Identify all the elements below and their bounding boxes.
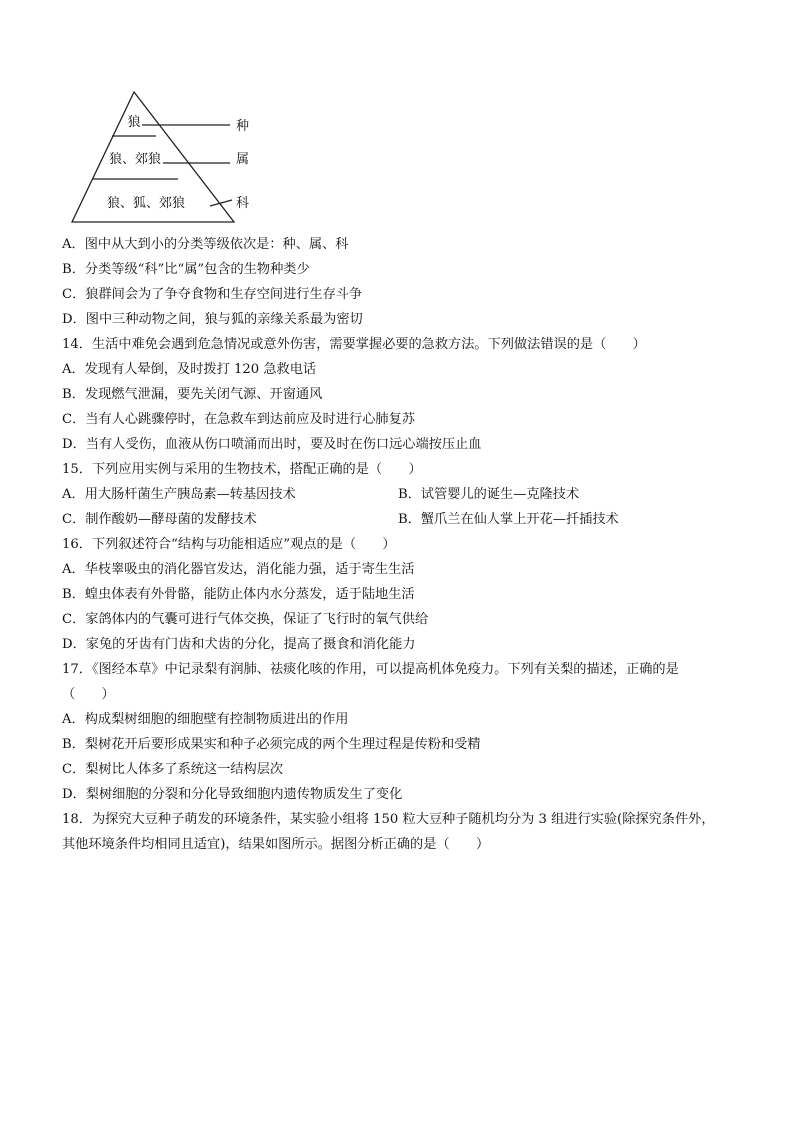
q15-option-b: B．试管婴儿的诞生—克隆技术 — [398, 487, 580, 502]
q16-option-a: A．华枝睾吸虫的消化器官发达，消化能力强，适于寄生生活 — [62, 562, 415, 577]
q18-stem-line-1: 18．为探究大豆种子萌发的环境条件，某实验小组将 150 粒大豆种子随机均分为 3 组进行实验(除探究条件外， — [62, 812, 715, 827]
q16-option-d: D．家兔的牙齿有门齿和犬齿的分化，提高了摄食和消化能力 — [62, 637, 416, 652]
q13-option-a: A．图中从大到小的分类等级依次是：种、属、科 — [62, 237, 349, 252]
q15-option-c: C．制作酸奶—酵母菌的发酵技术 — [62, 512, 257, 527]
q16-option-b: B．蝗虫体表有外骨骼，能防止体内水分蒸发，适于陆地生活 — [62, 587, 415, 602]
level-2-label: 狼、郊狼 — [108, 152, 162, 167]
q14-option-b: B．发现燃气泄漏，要先关闭气源、开窗通风 — [62, 387, 323, 402]
q14-option-d: D．当有人受伤，血液从伤口喷涌而出时，要及时在伤口远心端按压止血 — [62, 437, 482, 452]
q14-option-c: C．当有人心跳骤停时，在急救车到达前应及时进行心肺复苏 — [62, 412, 415, 427]
q16-stem: 16．下列叙述符合“结构与功能相适应”观点的是（ ） — [62, 537, 396, 552]
q15-option-d: B．蟹爪兰在仙人掌上开花—扦插技术 — [398, 512, 619, 527]
q16-option-c: C．家鸽体内的气囊可进行气体交换，保证了飞行时的氧气供给 — [62, 612, 429, 627]
q18-stem-line-2: 其他环境条件均相同且适宜)，结果如图所示。据图分析正确的是（ ） — [62, 837, 490, 852]
classification-pyramid-figure — [60, 88, 260, 228]
q17-stem-line-2: （ ） — [62, 687, 115, 702]
rank-label-species: 种 — [236, 119, 250, 134]
rank-label-genus: 属 — [236, 152, 250, 167]
q17-option-d: D．梨树细胞的分裂和分化导致细胞内遗传物质发生了变化 — [62, 787, 403, 802]
q13-option-b: B．分类等级“科”比“属”包含的生物种类少 — [62, 262, 310, 277]
q17-option-b: B．梨树花开后要形成果实和种子必须完成的两个生理过程是传粉和受精 — [62, 737, 481, 752]
q13-option-d: D．图中三种动物之间，狼与狐的亲缘关系最为密切 — [62, 312, 363, 327]
q15-option-a: A．用大肠杆菌生产胰岛素—转基因技术 — [62, 487, 296, 502]
q17-option-a: A．构成梨树细胞的细胞壁有控制物质进出的作用 — [62, 712, 349, 727]
q13-option-c: C．狼群间会为了争夺食物和生存空间进行生存斗争 — [62, 287, 363, 302]
q14-stem: 14．生活中难免会遇到危急情况或意外伤害，需要掌握必要的急救方法。下列做法错误的是（ ） — [62, 337, 646, 352]
q17-stem-line-1: 17．《图经本草》中记录梨有润肺、祛痰化咳的作用，可以提高机体免疫力。下列有关梨的描述，正确的是 — [62, 662, 679, 677]
q14-option-a: A．发现有人晕倒，及时拨打 120 急救电话 — [62, 362, 317, 377]
q15-stem: 15．下列应用实例与采用的生物技术，搭配正确的是（ ） — [62, 462, 422, 477]
level-3-label: 狼、狐、郊狼 — [106, 196, 186, 211]
q17-option-c: C．梨树比人体多了系统这一结构层次 — [62, 762, 284, 777]
rank-label-family: 科 — [236, 196, 250, 211]
level-1-label: 狼 — [127, 115, 141, 130]
